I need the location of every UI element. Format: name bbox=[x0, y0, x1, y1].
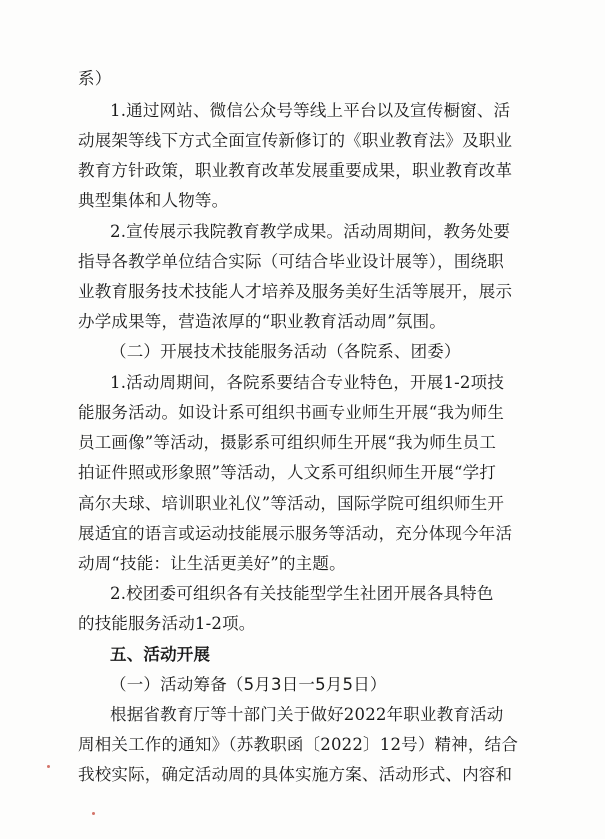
text-line: 根据省教育厅等十部门关于做好2022年职业教育活动 bbox=[110, 705, 504, 724]
scan-speck bbox=[47, 765, 50, 768]
text-line: 业教育服务技术技能人才培养及服务美好生活等展开，展示 bbox=[78, 282, 513, 301]
text-line: 的技能服务活动1-2项。 bbox=[78, 614, 256, 633]
text-line: 1.活动周期间，各院系要结合专业特色，开展1-2项技 bbox=[110, 373, 505, 392]
text-line: 周相关工作的通知》（苏教职函〔2022〕12号）精神，结合 bbox=[78, 735, 519, 754]
text-line: 我校实际，确定活动周的具体实施方案、活动形式、内容和 bbox=[78, 765, 513, 784]
text-line: 教育方针政策，职业教育改革发展重要成果，职业教育改革 bbox=[78, 161, 513, 180]
text-line: 2.宣传展示我院教育教学成果。活动周期间，教务处要 bbox=[110, 222, 511, 241]
text-line: 1.通过网站、微信公众号等线上平台以及宣传橱窗、活 bbox=[110, 101, 511, 120]
text-line: 典型集体和人物等。 bbox=[78, 191, 229, 210]
text-line: 拍证件照或形象照”等活动，人文系可组织师生开展“学打 bbox=[78, 463, 497, 482]
section-heading: 五、活动开展 bbox=[110, 645, 211, 664]
text-line: 办学成果等，营造浓厚的“职业教育活动周”氛围。 bbox=[78, 312, 446, 331]
text-line: 动周“技能：让生活更美好”的主题。 bbox=[78, 554, 346, 573]
text-line: 指导各教学单位结合实际（可结合毕业设计展等），围绕职 bbox=[78, 252, 504, 271]
text-line: 高尔夫球、培训职业礼仪”等活动，国际学院可组织师生开 bbox=[78, 494, 505, 513]
text-line: 展适宜的语言或运动技能展示服务等活动，充分体现今年活 bbox=[78, 524, 513, 543]
text-line: 2.校团委可组织各有关技能型学生社团开展各具特色 bbox=[110, 584, 494, 603]
text-line: 员工画像”等活动，摄影系可组织师生开展“我为师生员工 bbox=[78, 433, 497, 452]
section-subheading: （一）活动筹备（5月3日一5月5日） bbox=[110, 675, 387, 694]
section-subheading: （二）开展技术技能服务活动（各院系、团委） bbox=[110, 342, 461, 361]
text-line: 系） bbox=[78, 69, 112, 88]
text-line: 能服务活动。如设计系可组织书画专业师生开展“我为师生 bbox=[78, 403, 505, 422]
text-line: 动展架等线下方式全面宣传新修订的《职业教育法》及职业 bbox=[78, 131, 513, 150]
scan-speck bbox=[92, 812, 95, 815]
